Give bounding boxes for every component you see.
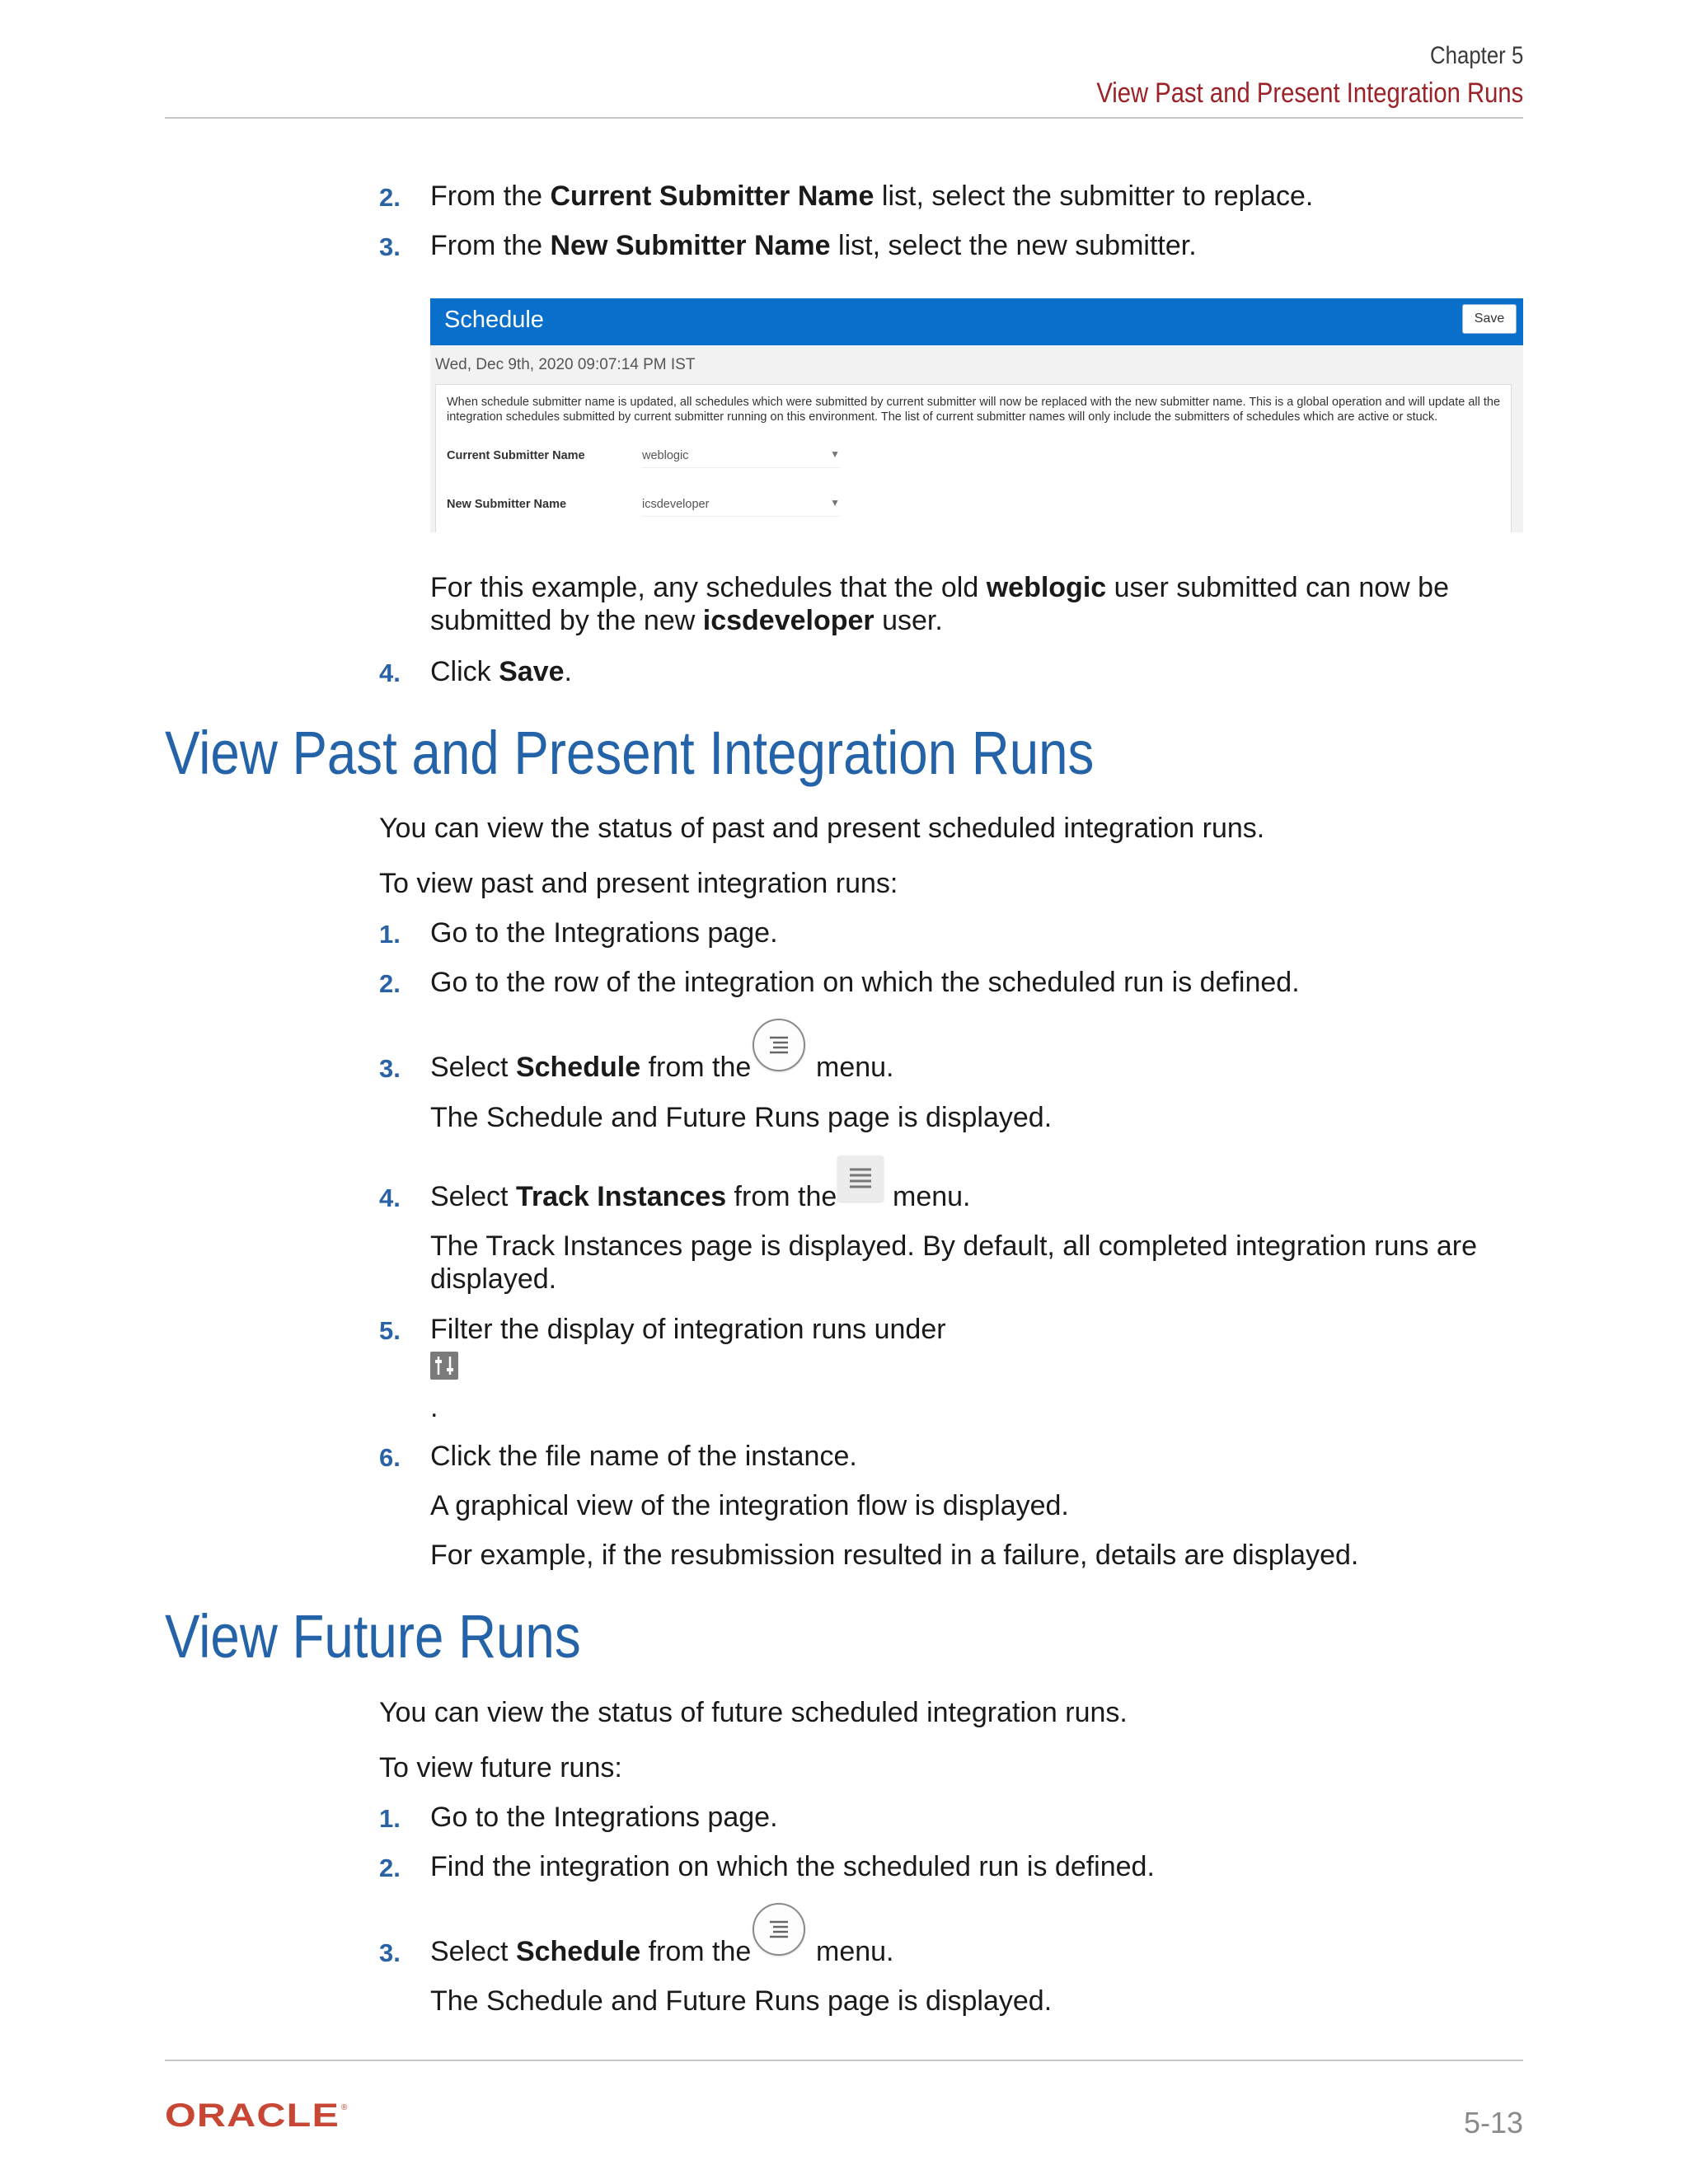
svg-text:ORACLE: ORACLE (165, 2100, 340, 2130)
step-number: 1. (379, 920, 401, 949)
save-button[interactable]: Save (1462, 304, 1517, 334)
step-text: Go to the row of the integration on which the scheduled run is defined. (430, 967, 1300, 998)
step-result: For example, if the resubmission resulted in a failure, details are displayed. (430, 1540, 1359, 1571)
page-number: 5-13 (1463, 2106, 1523, 2139)
filter-icon[interactable] (430, 1352, 458, 1380)
current-submitter-label: Current Submitter Name (447, 449, 585, 462)
new-submitter-label: New Submitter Name (447, 498, 567, 511)
step-result: A graphical view of the integration flow is displayed. (430, 1490, 1069, 1521)
actions-menu-icon[interactable] (753, 1019, 805, 1071)
svg-text:®: ® (341, 2103, 348, 2112)
step-number: 2. (379, 1854, 401, 1882)
oracle-logo (165, 2100, 354, 2134)
section-heading: View Future Runs (165, 1602, 581, 1671)
step-text: Click the file name of the instance. (430, 1441, 857, 1472)
step-text: Select Schedule from the (430, 1936, 752, 1967)
example-line-1: For this example, any schedules that the old weblogic user submitted can now be (430, 572, 1449, 603)
section-lead: To view past and present integration runs: (379, 868, 898, 899)
chevron-down-icon: ▼ (830, 448, 840, 460)
step-text: Go to the Integrations page. (430, 1802, 778, 1833)
step-result: displayed. (430, 1263, 557, 1295)
chapter-title: View Past and Present Integration Runs (1096, 77, 1523, 109)
schedule-title: Schedule (444, 307, 544, 333)
step-text: From the New Submitter Name list, select the new submitter. (430, 230, 1197, 261)
chapter-label: Chapter 5 (1429, 42, 1523, 69)
new-submitter-select[interactable]: icsdeveloper ▼ (642, 494, 840, 517)
step-text: Find the integration on which the scheduled run is defined. (430, 1851, 1155, 1882)
submitter-panel (435, 384, 1512, 532)
submitter-note: When schedule submitter name is updated, all schedules which were submitted by current submitter will now be replaced with the new submitter name. This is a global operation and will update all the integration schedules submitted by current submitter running on this environment. The list of current submitter names will only include the submitters of schedules which are active or stuck. (447, 396, 1501, 424)
step-number: 6. (379, 1443, 401, 1472)
step-text-suffix: menu. (816, 1052, 894, 1083)
step-number: 1. (379, 1804, 401, 1833)
section-intro: You can view the status of future scheduled integration runs. (379, 1697, 1128, 1728)
step-text: Filter the display of integration runs under (430, 1314, 946, 1345)
section-lead: To view future runs: (379, 1752, 622, 1783)
step-number: 5. (379, 1316, 401, 1345)
current-submitter-select[interactable]: weblogic ▼ (642, 446, 840, 468)
step-period: . (430, 1392, 438, 1423)
hamburger-menu-icon[interactable] (837, 1155, 884, 1202)
step-text: Go to the Integrations page. (430, 917, 778, 949)
step-number: 2. (379, 183, 401, 212)
section-intro: You can view the status of past and present scheduled integration runs. (379, 813, 1265, 844)
step-number: 3. (379, 1054, 401, 1083)
step-number: 4. (379, 658, 401, 687)
step-text-suffix: menu. (816, 1936, 894, 1967)
schedule-timestamp: Wed, Dec 9th, 2020 09:07:14 PM IST (435, 356, 696, 373)
footer-rule (165, 2060, 1523, 2061)
step-text: From the Current Submitter Name list, select the submitter to replace. (430, 180, 1314, 212)
step-text-suffix: menu. (893, 1181, 971, 1212)
step-text: Select Track Instances from the (430, 1181, 837, 1212)
section-heading: View Past and Present Integration Runs (165, 719, 1095, 787)
step-number: 2. (379, 969, 401, 998)
actions-menu-icon[interactable] (753, 1903, 805, 1956)
schedule-title-bar (430, 298, 1523, 345)
schedule-screenshot (430, 298, 1523, 532)
step-text: Select Schedule from the (430, 1052, 752, 1083)
step-number: 3. (379, 1938, 401, 1967)
chevron-down-icon: ▼ (830, 497, 840, 509)
example-line-2: submitted by the new icsdeveloper user. (430, 605, 943, 636)
header-rule (165, 117, 1523, 119)
step-text: Click Save. (430, 656, 572, 687)
step-result: The Schedule and Future Runs page is displayed. (430, 1985, 1053, 2017)
step-number: 3. (379, 232, 401, 261)
step-number: 4. (379, 1183, 401, 1212)
running-header (1027, 40, 1523, 114)
step-result: The Track Instances page is displayed. By default, all completed integration runs are (430, 1230, 1478, 1262)
step-result: The Schedule and Future Runs page is displayed. (430, 1102, 1053, 1133)
